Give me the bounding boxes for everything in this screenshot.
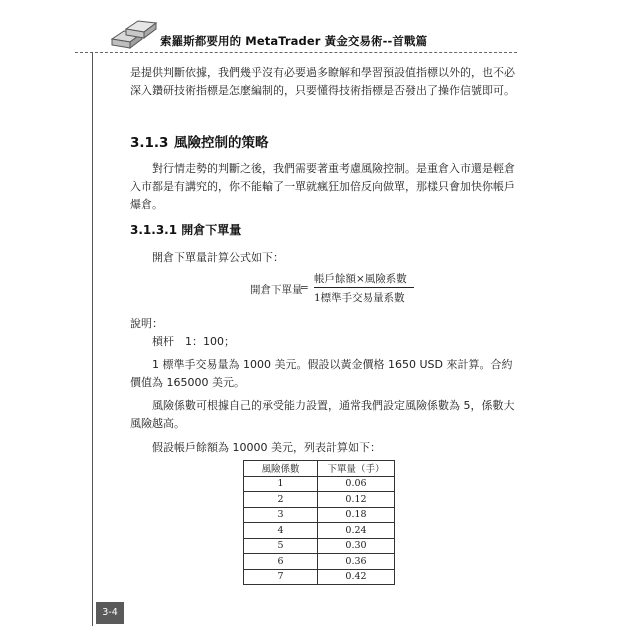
intro-paragraph	[130, 64, 522, 100]
table-cell-risk: 3	[244, 507, 318, 523]
table-cell-risk: 2	[244, 492, 318, 508]
section-paragraph-text: 對行情走勢的判斷之後，我們需要著重考慮風險控制。是重倉入市還是輕倉入市都是有講究的，你不能輸了一單就瘋狂加倍反向做單，那樣只會加快你帳戶爆倉。	[130, 162, 515, 211]
paragraph-standard-lot	[130, 356, 522, 392]
table-header-volume: 下單量（手）	[318, 461, 395, 477]
leverage-line: 槓杆 1：100；	[152, 335, 235, 348]
formula-fraction-bar	[314, 287, 414, 288]
table-row	[244, 507, 395, 523]
table-cell-risk: 7	[244, 569, 318, 585]
table-row	[244, 554, 395, 570]
table-cell-volume: 0.30	[318, 538, 395, 554]
table-cell-volume: 0.36	[318, 554, 395, 570]
section-paragraph	[130, 160, 522, 214]
table-row	[244, 492, 395, 508]
formula-intro: 開倉下單量計算公式如下：	[152, 251, 284, 264]
table-cell-volume: 0.24	[318, 523, 395, 539]
table-row	[244, 538, 395, 554]
section-number: 3.1.3	[130, 135, 169, 151]
table-cell-volume: 0.12	[318, 492, 395, 508]
table-row	[244, 476, 395, 492]
table-cell-volume: 0.06	[318, 476, 395, 492]
subsection-heading: 3.1.3.1 開倉下單量	[130, 223, 242, 237]
formula-numerator: 帳戶餘額×風險系數	[314, 273, 407, 285]
table-cell-risk: 4	[244, 523, 318, 539]
formula-label: 開倉下單量	[250, 284, 303, 296]
section-heading	[130, 131, 269, 151]
paragraph-risk-factor-text: 風險係數可根據自己的承受能力設置，通常我們設定風險係數為 5，係數大風險越高。	[130, 399, 515, 430]
header-dashed-rule	[75, 52, 517, 53]
table-header-risk: 風險係數	[244, 461, 318, 477]
paragraph-standard-lot-text: 1 標準手交易量為 1000 美元。假設以黃金價格 1650 USD 來計算。合約價值為 165000 美元。	[130, 358, 513, 389]
formula-denominator: 1標準手交易量系數	[314, 292, 405, 304]
header-title: 索羅斯都要用的 MetaTrader 黃金交易術--首戰篇	[160, 34, 428, 48]
table-cell-risk: 1	[244, 476, 318, 492]
formula-equals: =	[300, 282, 309, 294]
explain-label: 說明：	[130, 317, 163, 330]
table-cell-risk: 5	[244, 538, 318, 554]
gold-bars-logo	[108, 17, 158, 53]
page-number: 3-4	[96, 602, 124, 624]
table-intro: 假設帳戶餘額為 10000 美元，列表計算如下：	[152, 441, 381, 454]
left-margin-rule	[92, 52, 93, 626]
table-row	[244, 523, 395, 539]
table-header-row	[244, 461, 395, 477]
table-cell-volume: 0.18	[318, 507, 395, 523]
risk-table	[243, 460, 395, 585]
table-cell-volume: 0.42	[318, 569, 395, 585]
intro-paragraph-text: 是提供判斷依據，我們幾乎沒有必要過多瞭解和學習預設值指標以外的，也不必深入鑽研技術指標是怎麼編制的，只要懂得技術指標是否發出了操作信號即可。	[130, 66, 515, 97]
paragraph-risk-factor	[130, 397, 522, 433]
table-row	[244, 569, 395, 585]
table-cell-risk: 6	[244, 554, 318, 570]
section-title: 風險控制的策略	[174, 135, 269, 151]
